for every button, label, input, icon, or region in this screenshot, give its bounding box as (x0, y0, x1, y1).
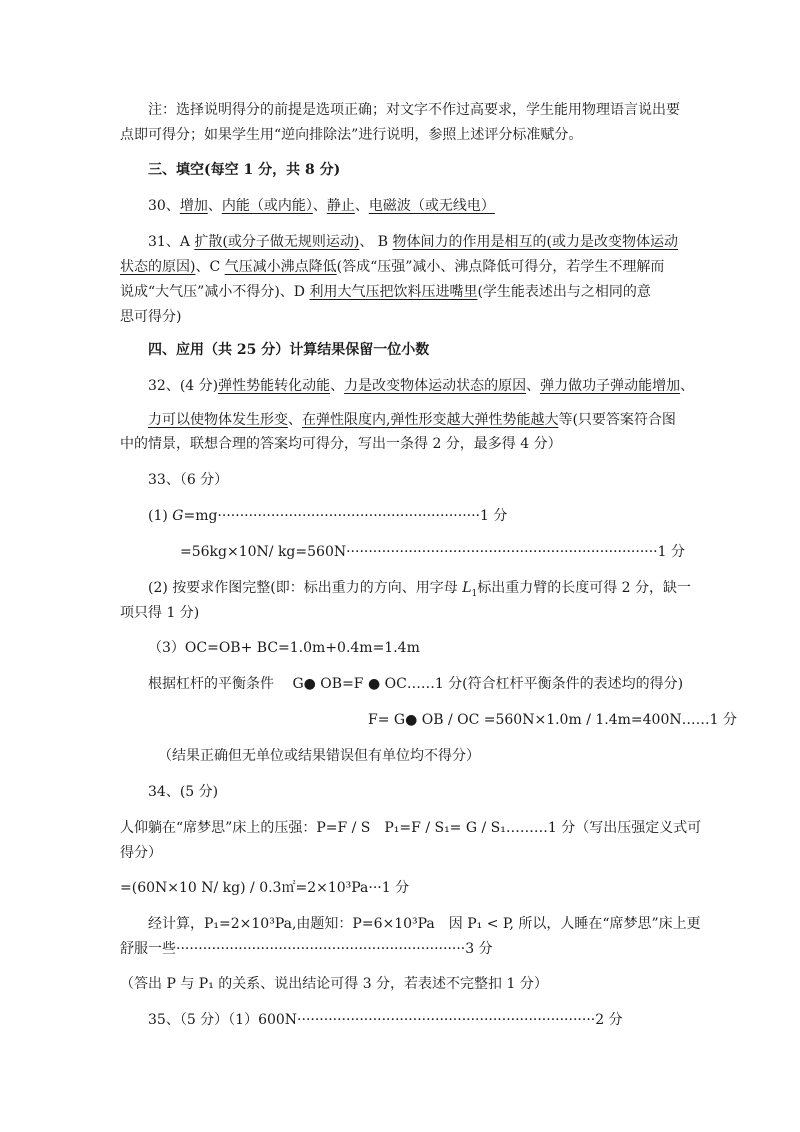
q33-part-1-formula: =mg···························································1 分 (183, 508, 508, 524)
q32-answer-4: 力可以使物体发生形变 (148, 412, 288, 428)
q31-note-d: (学生能表述出与之相同的意 (477, 284, 651, 300)
q32-sep-3: 、 (680, 378, 695, 394)
q33-var-l: L (462, 580, 472, 596)
q32-line-3: 中的情景，联想合理的答案均可得分，写出一条得 2 分，最多得 4 分） (120, 436, 562, 452)
section-4-title: 四、应用（共 25 分）计算结果保留一位小数 (148, 342, 430, 358)
q31-line-3 (120, 282, 651, 302)
section-3-title: 三、填空(每空 1 分，共 8 分) (148, 162, 341, 178)
q31-answer-b: 物体间力的作用是相互的(或力是改变物体运动 (392, 234, 678, 250)
q33-unit-note: （结果正确但无单位或结果错误但有单位均不得分） (158, 748, 480, 764)
q34-line-2: 得分） (120, 845, 162, 861)
q34-line-3: =(60N×10 N/ kg) / 0.3㎡=2×10³Pa···1 分 (120, 880, 410, 896)
q30-line (148, 196, 495, 216)
q31-line-4: 思可得分) (120, 309, 182, 325)
q30-answer-3: 静止 (326, 198, 355, 214)
q32-line-1 (148, 376, 694, 396)
q31-label-b: 、 B (359, 234, 393, 250)
q33-part-2-text-a: (2) 按要求作图完整(即：标出重力的方向、用字母 (148, 580, 463, 596)
q34-heading: 34、(5 分) (148, 784, 219, 800)
q31-answer-b-cont: 状态的原因) (120, 259, 196, 275)
q35-line-1: 35、（5 分）（1）600N···································································2 分 (148, 1012, 623, 1028)
q30-answer-2: 内能（或内能） (221, 198, 313, 214)
q33-part-1-label: (1) (148, 508, 173, 524)
q30-sep-3: 、 (354, 198, 369, 214)
q31-answer-a: 扩散(或分子做无规则运动) (194, 234, 360, 250)
q32-answer-5: 在弹性限度内,弹性形变越大弹性势能越大 (302, 412, 559, 428)
q31-label-d: 说成“大气压”减小不得分)、D (120, 284, 310, 300)
q31-line-1 (148, 232, 678, 252)
q33-var-l-sub: 1 (471, 588, 478, 599)
q33-part-2-text-b: 标出重力臂的长度可得 2 分，缺一 (477, 580, 692, 596)
q33-balance-condition: 根据杠杆的平衡条件 G● OB=F ● OC……1 分(符合杠杆平衡条件的表述均的得分) (148, 676, 684, 692)
note-line-2: 点即可得分；如果学生用“逆向排除法”进行说明，参照上述评分标准赋分。 (120, 127, 583, 143)
q30-answer-1: 增加 (179, 198, 208, 214)
q32-note: 等(只要答案符合图 (558, 412, 676, 428)
q33-var-g: G (172, 508, 184, 524)
q32-line-2 (148, 410, 676, 430)
q32-sep-1: 、 (330, 378, 345, 394)
q31-note-c: (答成“压强”减小、沸点降低可得分，若学生不理解而 (336, 259, 665, 275)
q30-sep-2: 、 (312, 198, 327, 214)
q30-sep-1: 、 (207, 198, 222, 214)
q34-line-1: 人仰躺在“席梦思”床上的压强：P=F / S P₁=F / S₁= G / S₁………1 分（写出压强定义式可 (120, 820, 702, 836)
q31-answer-d: 利用大气压把饮料压进嘴里 (309, 284, 478, 300)
q33-heading: 33、（6 分） (148, 472, 229, 488)
q32-sep-2: 、 (526, 378, 541, 394)
q32-answer-1: 弹性势能转化动能 (218, 378, 331, 394)
q33-part-1 (148, 506, 507, 526)
q34-line-4: 经计算，P₁=2×10³Pa,由题知：P=6×10³Pa 因 P₁ < P, 所以，人睡在“席梦思”床上更 (148, 916, 701, 932)
q31-answer-c: 气压减小沸点降低 (224, 259, 337, 275)
q33-result: F= G● OB / OC =560N×1.0m / 1.4m=400N……1 分 (368, 712, 737, 728)
q32-answer-2: 力是改变物体运动状态的原因 (344, 378, 527, 394)
q33-part-2-line-1 (148, 578, 691, 604)
q33-part-1-calc: =56kg×10N/ kg=560N······································································1 分 (180, 544, 685, 560)
q30-answer-4: 电磁波（或无线电） (368, 198, 495, 214)
q32-label: 32、(4 分) (148, 378, 219, 394)
q31-label-c: 、C (195, 259, 225, 275)
q31-label-a: 31、A (148, 234, 195, 250)
q32-answer-3: 弹力做功子弹动能增加 (540, 378, 681, 394)
q34-line-6: （答出 P 与 P₁ 的关系、说出结论可得 3 分，若表述不完整扣 1 分） (120, 976, 548, 992)
q32-sep-4: 、 (288, 412, 302, 428)
q33-part-3: （3）OC=OB+ BC=1.0m+0.4m=1.4m (148, 640, 420, 656)
q34-line-5: 舒服一些·································································3 分 (120, 941, 493, 957)
q31-line-2 (120, 257, 664, 277)
q33-part-2-line-2: 项只得 1 分) (120, 605, 200, 621)
q30-number: 30、 (148, 198, 180, 214)
note-line-1: 注：选择说明得分的前提是选项正确；对文字不作过高要求，学生能用物理语言说出要 (148, 102, 680, 118)
